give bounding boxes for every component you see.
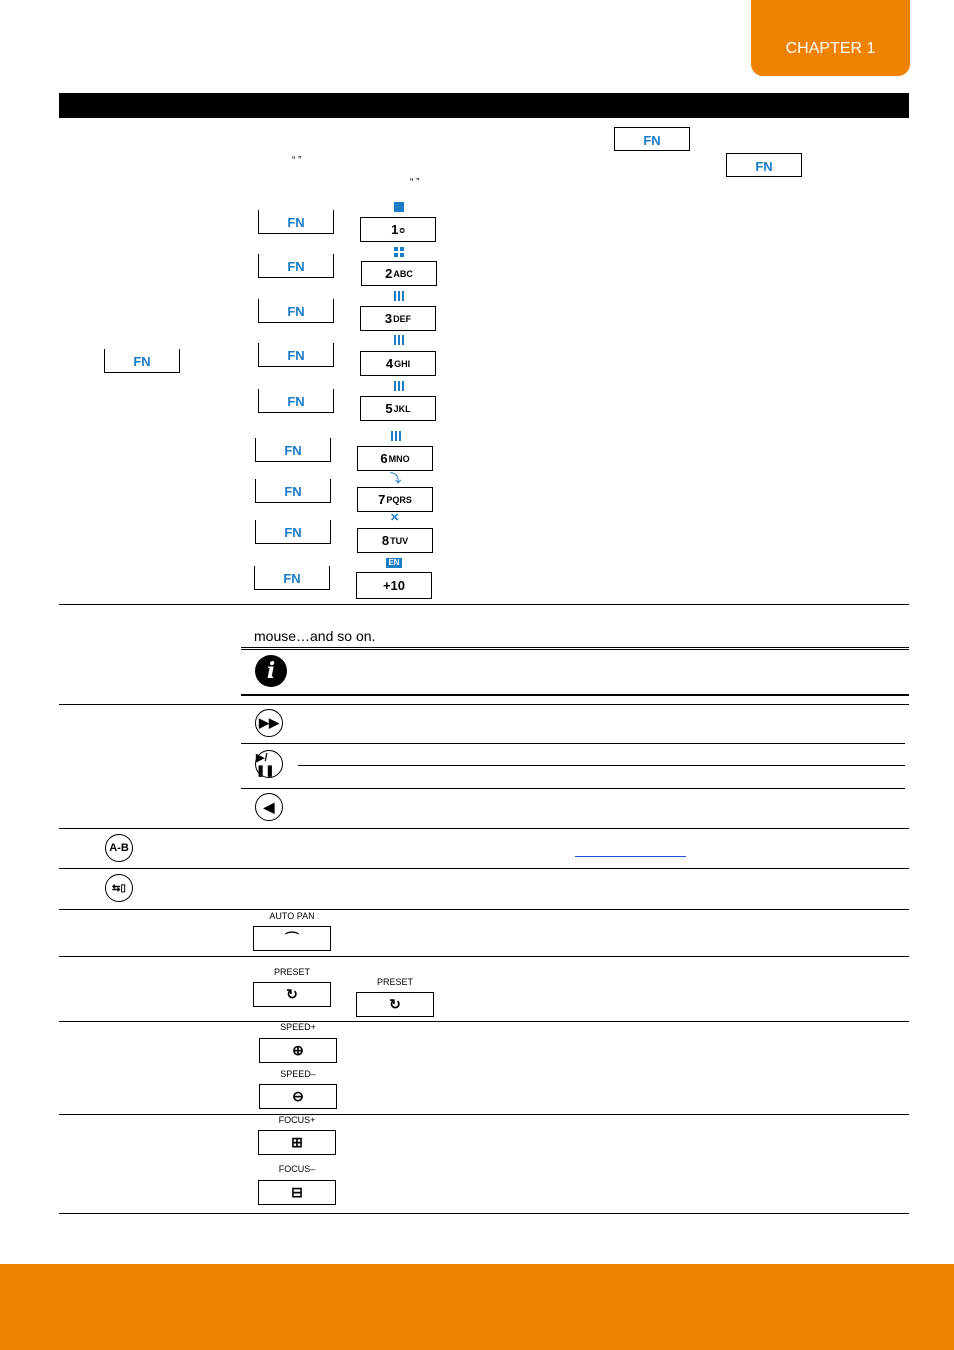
preset-label: PRESET xyxy=(273,967,310,977)
speed-minus-icon: ⊖ xyxy=(292,1088,304,1104)
note-divider xyxy=(241,649,909,650)
focus-minus-icon: ⊟ xyxy=(291,1184,303,1200)
quote-mark: “ ” xyxy=(292,155,302,166)
fn-key-left: FN xyxy=(104,349,180,373)
row-divider xyxy=(59,1213,909,1214)
focus-minus-key xyxy=(258,1180,336,1205)
screen-25-icon xyxy=(391,431,401,441)
note-divider xyxy=(241,694,909,696)
chapter-label: CHAPTER 1 xyxy=(785,40,876,57)
fn-key: FN xyxy=(255,479,331,503)
rewind-icon: ◀ xyxy=(255,793,283,821)
focus-plus-key xyxy=(258,1130,336,1155)
screen-16-icon xyxy=(394,335,404,345)
row-divider xyxy=(59,956,909,957)
screen-9-icon xyxy=(394,291,404,301)
preset-label-2: PRESET xyxy=(376,977,413,987)
auto-pan-key xyxy=(253,926,331,951)
fn-key: FN xyxy=(254,566,330,590)
quote-mark: “ ” xyxy=(410,177,420,188)
fn-key: FN xyxy=(258,343,334,367)
focus-minus-label: FOCUS– xyxy=(278,1164,316,1174)
row-divider xyxy=(59,828,909,829)
row-divider xyxy=(59,868,909,869)
row-divider xyxy=(59,1021,909,1022)
usb-backup-icon: ⇆▯ xyxy=(105,874,133,902)
preset-icon: ↻ xyxy=(389,996,401,1012)
table-header-bar xyxy=(59,93,909,118)
fn-key: FN xyxy=(255,438,331,462)
footer-bar xyxy=(0,1264,954,1350)
key-2: 2 ABC xyxy=(361,261,437,286)
screen-13-icon xyxy=(394,381,404,391)
speed-plus-key xyxy=(259,1038,337,1063)
sub-divider xyxy=(241,788,905,789)
preset-key xyxy=(253,982,331,1007)
fast-forward-icon: ▶▶ xyxy=(255,709,283,737)
fn-key: FN xyxy=(258,299,334,323)
row-divider xyxy=(59,704,909,705)
ab-repeat-icon: A-B xyxy=(105,834,133,862)
preset-key-2 xyxy=(356,992,434,1017)
key-5: 5 JKL xyxy=(360,396,436,421)
row-divider xyxy=(59,604,909,605)
key-8: 8 TUV xyxy=(357,528,433,553)
preset-icon: ↻ xyxy=(286,986,298,1002)
fn-key-inline-1: FN xyxy=(614,127,690,151)
sub-divider xyxy=(298,765,905,766)
note-divider xyxy=(241,647,909,648)
reference-link[interactable] xyxy=(575,856,686,857)
sequence-arrow-icon: ⤵ xyxy=(390,473,401,485)
key-4: 4 GHI xyxy=(360,351,436,376)
key-6: 6 MNO xyxy=(357,446,433,471)
speed-plus-label: SPEED+ xyxy=(280,1022,316,1032)
mouse-text: mouse…and so on. xyxy=(254,628,376,644)
fn-key-inline-2: FN xyxy=(726,153,802,177)
fullscreen-icon: ✕ xyxy=(390,512,400,524)
key-1: 1 ᴑ xyxy=(360,217,436,242)
speed-minus-key xyxy=(259,1084,337,1109)
fn-key: FN xyxy=(258,254,334,278)
play-pause-icon: ▶/❚❚ xyxy=(255,750,283,778)
speed-minus-label: SPEED– xyxy=(280,1069,316,1079)
focus-plus-label: FOCUS+ xyxy=(278,1115,316,1125)
screen-single-icon xyxy=(394,202,404,212)
en-badge-icon: EN xyxy=(386,558,402,568)
row-divider xyxy=(59,909,909,910)
fn-key: FN xyxy=(258,389,334,413)
auto-pan-icon: ⌒ xyxy=(285,930,299,947)
key-7: 7 PQRS xyxy=(357,487,433,512)
speed-plus-icon: ⊕ xyxy=(292,1042,304,1058)
chapter-tab xyxy=(751,0,910,76)
focus-plus-icon: ⊞ xyxy=(291,1134,303,1150)
sub-divider xyxy=(241,743,905,744)
fn-key: FN xyxy=(258,210,334,234)
auto-pan-label: AUTO PAN xyxy=(269,911,315,921)
screen-quad-icon xyxy=(394,247,404,257)
key-plus10: +10 xyxy=(356,572,432,599)
key-3: 3 DEF xyxy=(360,306,436,331)
row-divider xyxy=(59,1114,909,1115)
fn-key: FN xyxy=(255,520,331,544)
info-icon: i xyxy=(255,655,287,687)
